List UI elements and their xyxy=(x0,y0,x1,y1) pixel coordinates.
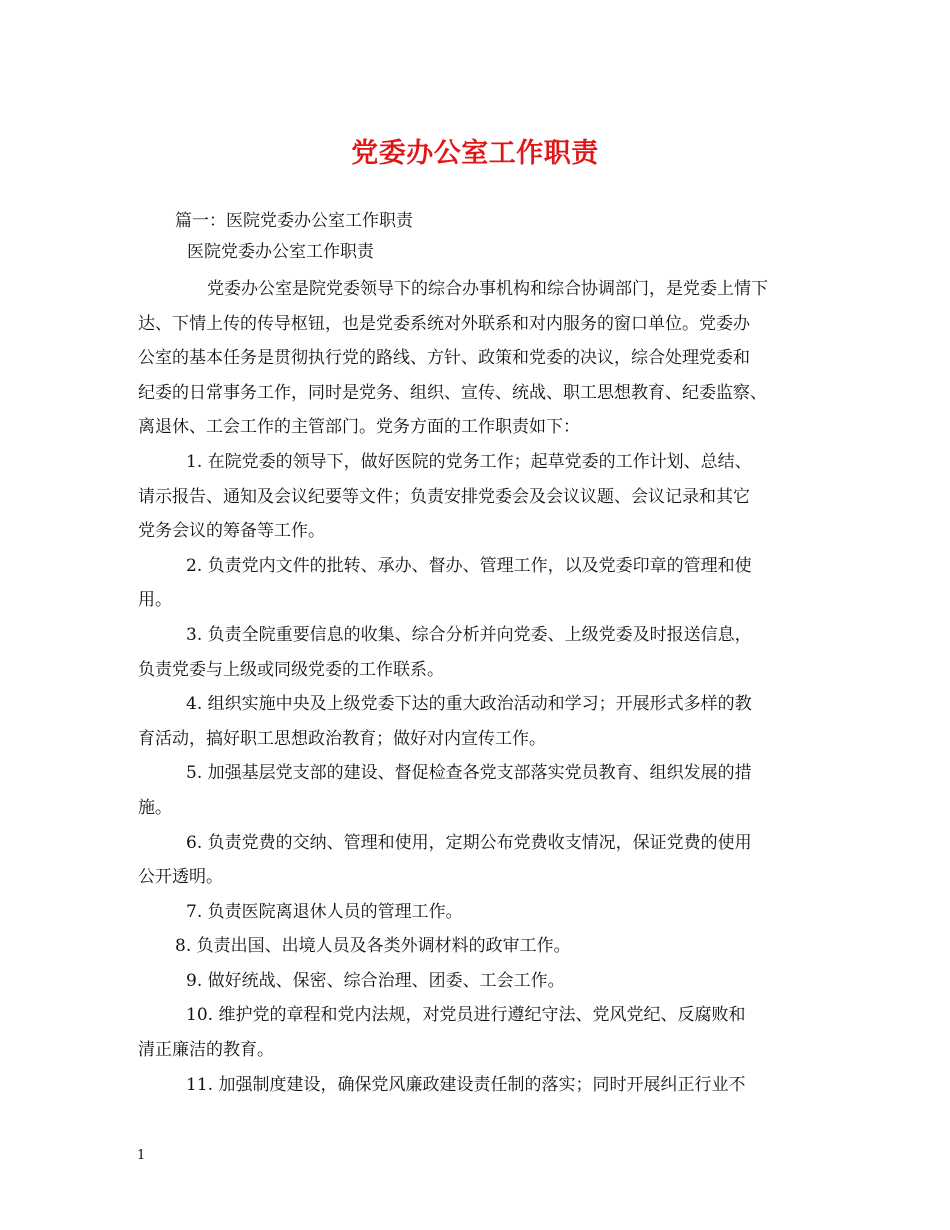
section-heading: 篇一：医院党委办公室工作职责 xyxy=(175,211,413,231)
duty-item-1-cont: 党务会议的筹备等工作。 xyxy=(138,521,325,542)
duty-item-2: 2. 负责党内文件的批转、承办、督办、管理工作，以及党委印章的管理和使 xyxy=(186,555,752,576)
intro-line: 达、下情上传的传导枢钮，也是党委系统对外联系和对内服务的窗口单位。党委办 xyxy=(138,313,750,334)
duty-item-11: 11. 加强制度建设，确保党风廉政建设责任制的落实；同时开展纠正行业不 xyxy=(186,1074,746,1095)
intro-line: 党委办公室是院党委领导下的综合办事机构和综合协调部门，是党委上情下 xyxy=(190,279,768,299)
document-title: 党委办公室工作职责 xyxy=(351,138,599,169)
page-number: 1 xyxy=(137,1148,146,1163)
intro-line: 离退休、工会工作的主管部门。党务方面的工作职责如下： xyxy=(138,417,580,438)
duty-item-10-cont: 清正廉洁的教育。 xyxy=(138,1040,274,1061)
duty-item-10: 10. 维护党的章程和党内法规，对党员进行遵纪守法、党风党纪、反腐败和 xyxy=(186,1005,746,1026)
intro-line: 公室的基本任务是贯彻执行党的路线、方针、政策和党委的决议，综合处理党委和 xyxy=(138,348,750,369)
duty-item-9: 9. 做好统战、保密、综合治理、团委、工会工作。 xyxy=(186,970,565,991)
duty-item-5-cont: 施。 xyxy=(138,797,172,818)
duty-item-8: 8. 负责出国、出境人员及各类外调材料的政审工作。 xyxy=(175,936,571,957)
duty-item-4: 4. 组织实施中央及上级党委下达的重大政治活动和学习；开展形式多样的教 xyxy=(186,694,752,715)
duty-item-1: 1. 在院党委的领导下，做好医院的党务工作；起草党委的工作计划、总结、 xyxy=(186,451,752,472)
duty-item-6: 6. 负责党费的交纳、管理和使用，定期公布党费收支情况，保证党费的使用 xyxy=(186,832,752,853)
document-body xyxy=(138,272,828,1102)
section-subheading: 医院党委办公室工作职责 xyxy=(187,242,374,262)
duty-item-2-cont: 用。 xyxy=(138,590,172,611)
intro-line: 纪委的日常事务工作，同时是党务、组织、宣传、统战、职工思想教育、纪委监察、 xyxy=(138,382,767,403)
duty-item-3-cont: 负责党委与上级或同级党委的工作联系。 xyxy=(138,659,444,680)
duty-item-7: 7. 负责医院离退休人员的管理工作。 xyxy=(186,901,463,922)
duty-item-6-cont: 公开透明。 xyxy=(138,867,223,888)
duty-item-1-cont: 请示报告、通知及会议纪要等文件；负责安排党委会及会议议题、会议记录和其它 xyxy=(138,486,750,507)
duty-item-5: 5. 加强基层党支部的建设、督促检查各党支部落实党员教育、组织发展的措 xyxy=(186,763,752,784)
duty-item-4-cont: 育活动，搞好职工思想政治教育；做好对内宣传工作。 xyxy=(138,728,546,749)
duty-item-3: 3. 负责全院重要信息的收集、综合分析并向党委、上级党委及时报送信息， xyxy=(186,624,752,645)
